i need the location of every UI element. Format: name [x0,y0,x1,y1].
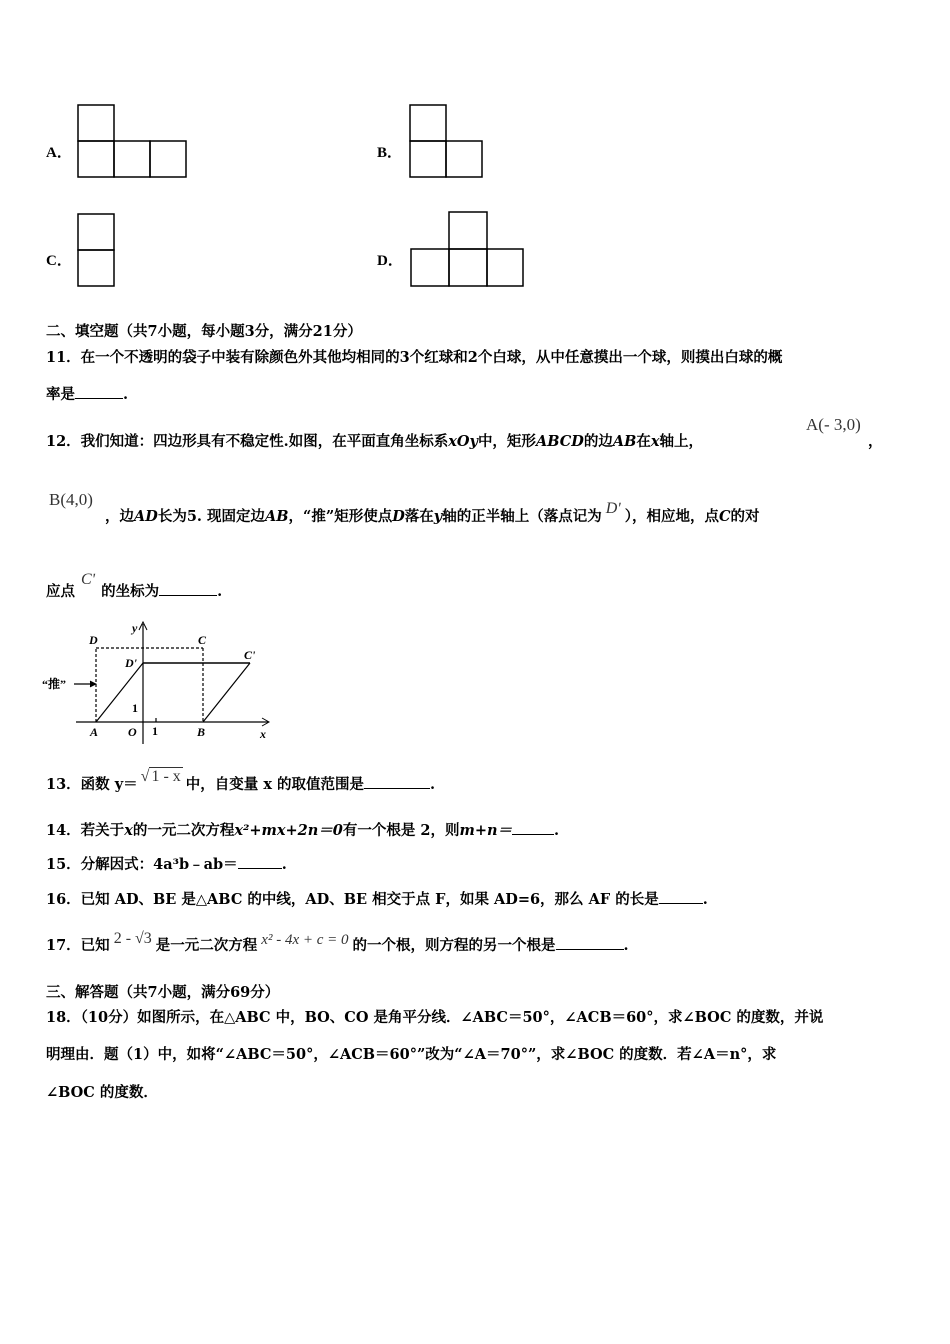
push-arrow-head [90,681,96,687]
q12-text: 的边 [583,433,613,450]
q16-period: . [702,891,708,908]
option-b-square [410,105,446,141]
option-c-square [78,250,114,286]
option-a-square [78,141,114,177]
label-push: “推” [42,677,67,691]
q12-y: y [433,508,443,525]
label-a: A [90,725,99,739]
option-d-square [411,249,449,286]
q12-xoy: xOy [448,433,478,450]
section-2-title: 二、填空题（共7小题，每小题3分，满分21分） [46,323,362,340]
option-d-square [449,249,487,286]
q17-period: . [623,937,629,954]
option-a-square [114,141,150,177]
question-12-line-2 [105,500,760,526]
question-11-line-2 [46,383,128,404]
point-b-coordinates: B(4,0) [49,490,93,509]
answer-blank [75,386,123,399]
q12-text: 的坐标为 [101,583,160,600]
question-16 [46,888,708,909]
option-c-label: C． [46,253,72,269]
q15-period: . [281,856,287,873]
q17-text: 的一个根，则方程的另一个根是 [352,937,556,954]
option-a-square [78,105,114,141]
q12-text: 中，矩形 [477,433,536,450]
label-one-y: 1 [132,701,138,715]
label-y: y [132,621,138,635]
q12-text: 长为5. 现固定边 [157,508,266,525]
label-b: B [197,725,206,739]
question-15 [46,853,287,874]
q12-c: C [718,508,731,525]
q13-period: . [430,776,436,793]
q12-ad: AD [134,508,158,525]
answer-blank [512,822,554,835]
q12-ab: AB [612,433,637,450]
q15-text: 15．分解因式：4a³b﹣ab＝ [46,856,238,873]
option-b-square [410,141,446,177]
answer-blank [238,856,282,869]
q12-c-prime: Cʹ [81,571,96,588]
option-b-square [446,141,482,177]
q12-text: 轴的正半轴上（落点记为 [442,508,602,525]
answer-blank [159,583,217,596]
question-14 [46,819,559,840]
q12-text: 的对 [730,508,760,525]
label-c: C [198,633,207,647]
q12-period: . [217,583,223,600]
q14-text: 14．若关于 [46,822,125,839]
option-a-label: A． [46,145,72,161]
option-b-figure [408,103,484,179]
q14-text: 有一个根是 2，则 [342,822,460,839]
q13-radicand: 1 - x [151,768,181,785]
option-a-figure [76,103,188,179]
question-11-line-1: 11．在一个不透明的袋子中装有除颜色外其他均相同的3个红球和2个白球，从中任意摸出一个球，则摸出白球的概 [46,349,783,366]
label-d: D [89,633,98,647]
q12-text: 落在 [404,508,434,525]
question-12-line-1 [46,430,703,451]
q12-text: 应点 [46,583,75,600]
label-x: x [260,727,266,741]
q11-period: . [123,386,129,403]
q11-text: 率是 [46,386,75,403]
q14-period: . [554,822,560,839]
question-18-line-2: 明理由．题（1）中，如将“∠ABC＝50°，∠ACB＝60°”改为“∠A＝70°”，求∠BOC 的度数．若∠A＝n°，求 [46,1046,777,1063]
question-18-line-3: ∠BOC 的度数． [46,1084,158,1101]
point-a-coordinates: A(- 3,0) [806,415,861,434]
q12-x: x [650,433,660,450]
answer-blank [556,937,624,950]
answer-blank [364,776,430,789]
question-13 [46,768,436,794]
segment-cprime-b [203,663,250,722]
q16-text: 16．已知 AD、BE 是△ABC 的中线，AD、BE 相交于点 F，如果 AD=6，那么 AF 的长是 [46,891,659,908]
option-c-square [78,214,114,250]
q12-text: 在 [636,433,651,450]
q13-sqrt: √ 1 - x [140,768,181,785]
q17-equation: x² - 4x + c = 0 [261,932,349,948]
option-d-square [487,249,523,286]
q12-coordinate-figure [40,618,280,748]
q14-m-plus-n: m+n＝ [459,822,513,839]
q17-text: 是一元二次方程 [155,937,258,954]
q14-x: x [124,822,133,839]
answer-blank [659,891,703,904]
q14-text: 的一元二次方程 [132,822,235,839]
q12-comma: ， [868,433,883,450]
q14-equation: x²+mx+2n＝0 [234,822,343,839]
question-18-line-1: 18．（10分）如图所示，在△ABC 中，BO、CO 是角平分线．∠ABC＝50°，∠ACB＝60°，求∠BOC 的度数，并说 [46,1009,824,1026]
q12-abcd: ABCD [535,433,584,450]
label-o: O [128,725,137,739]
q13-text: 13．函数 y＝ [46,776,138,793]
label-one-x: 1 [152,724,158,738]
option-a-square [150,141,186,177]
q17-text: 17．已知 [46,937,110,954]
q12-ab: AB [265,508,289,525]
q12-d: D [392,508,405,525]
q12-d-prime: Dʹ [605,500,621,517]
q12-text: 轴上， [659,433,703,450]
question-17 [46,930,629,955]
q17-root: 2 - √3 [113,930,152,947]
option-d-square [449,212,487,249]
label-d-prime: D' [125,656,137,670]
q12-text: ，“推”矩形使点 [288,508,393,525]
section-3-title: 三、解答题（共7小题，满分69分） [46,984,280,1001]
label-c-prime: C' [244,648,256,662]
q12-text: 12．我们知道：四边形具有不稳定性.如图，在平面直角坐标系 [46,433,449,450]
option-b-label: B． [377,145,403,161]
q12-text: ，边 [105,508,134,525]
option-c-figure [76,212,116,288]
q13-text: 中，自变量 x 的取值范围是 [185,776,365,793]
question-12-line-3 [46,571,223,601]
q12-text: ），相应地，点 [624,508,719,525]
option-d-figure [409,210,525,288]
option-d-label: D． [377,253,403,269]
